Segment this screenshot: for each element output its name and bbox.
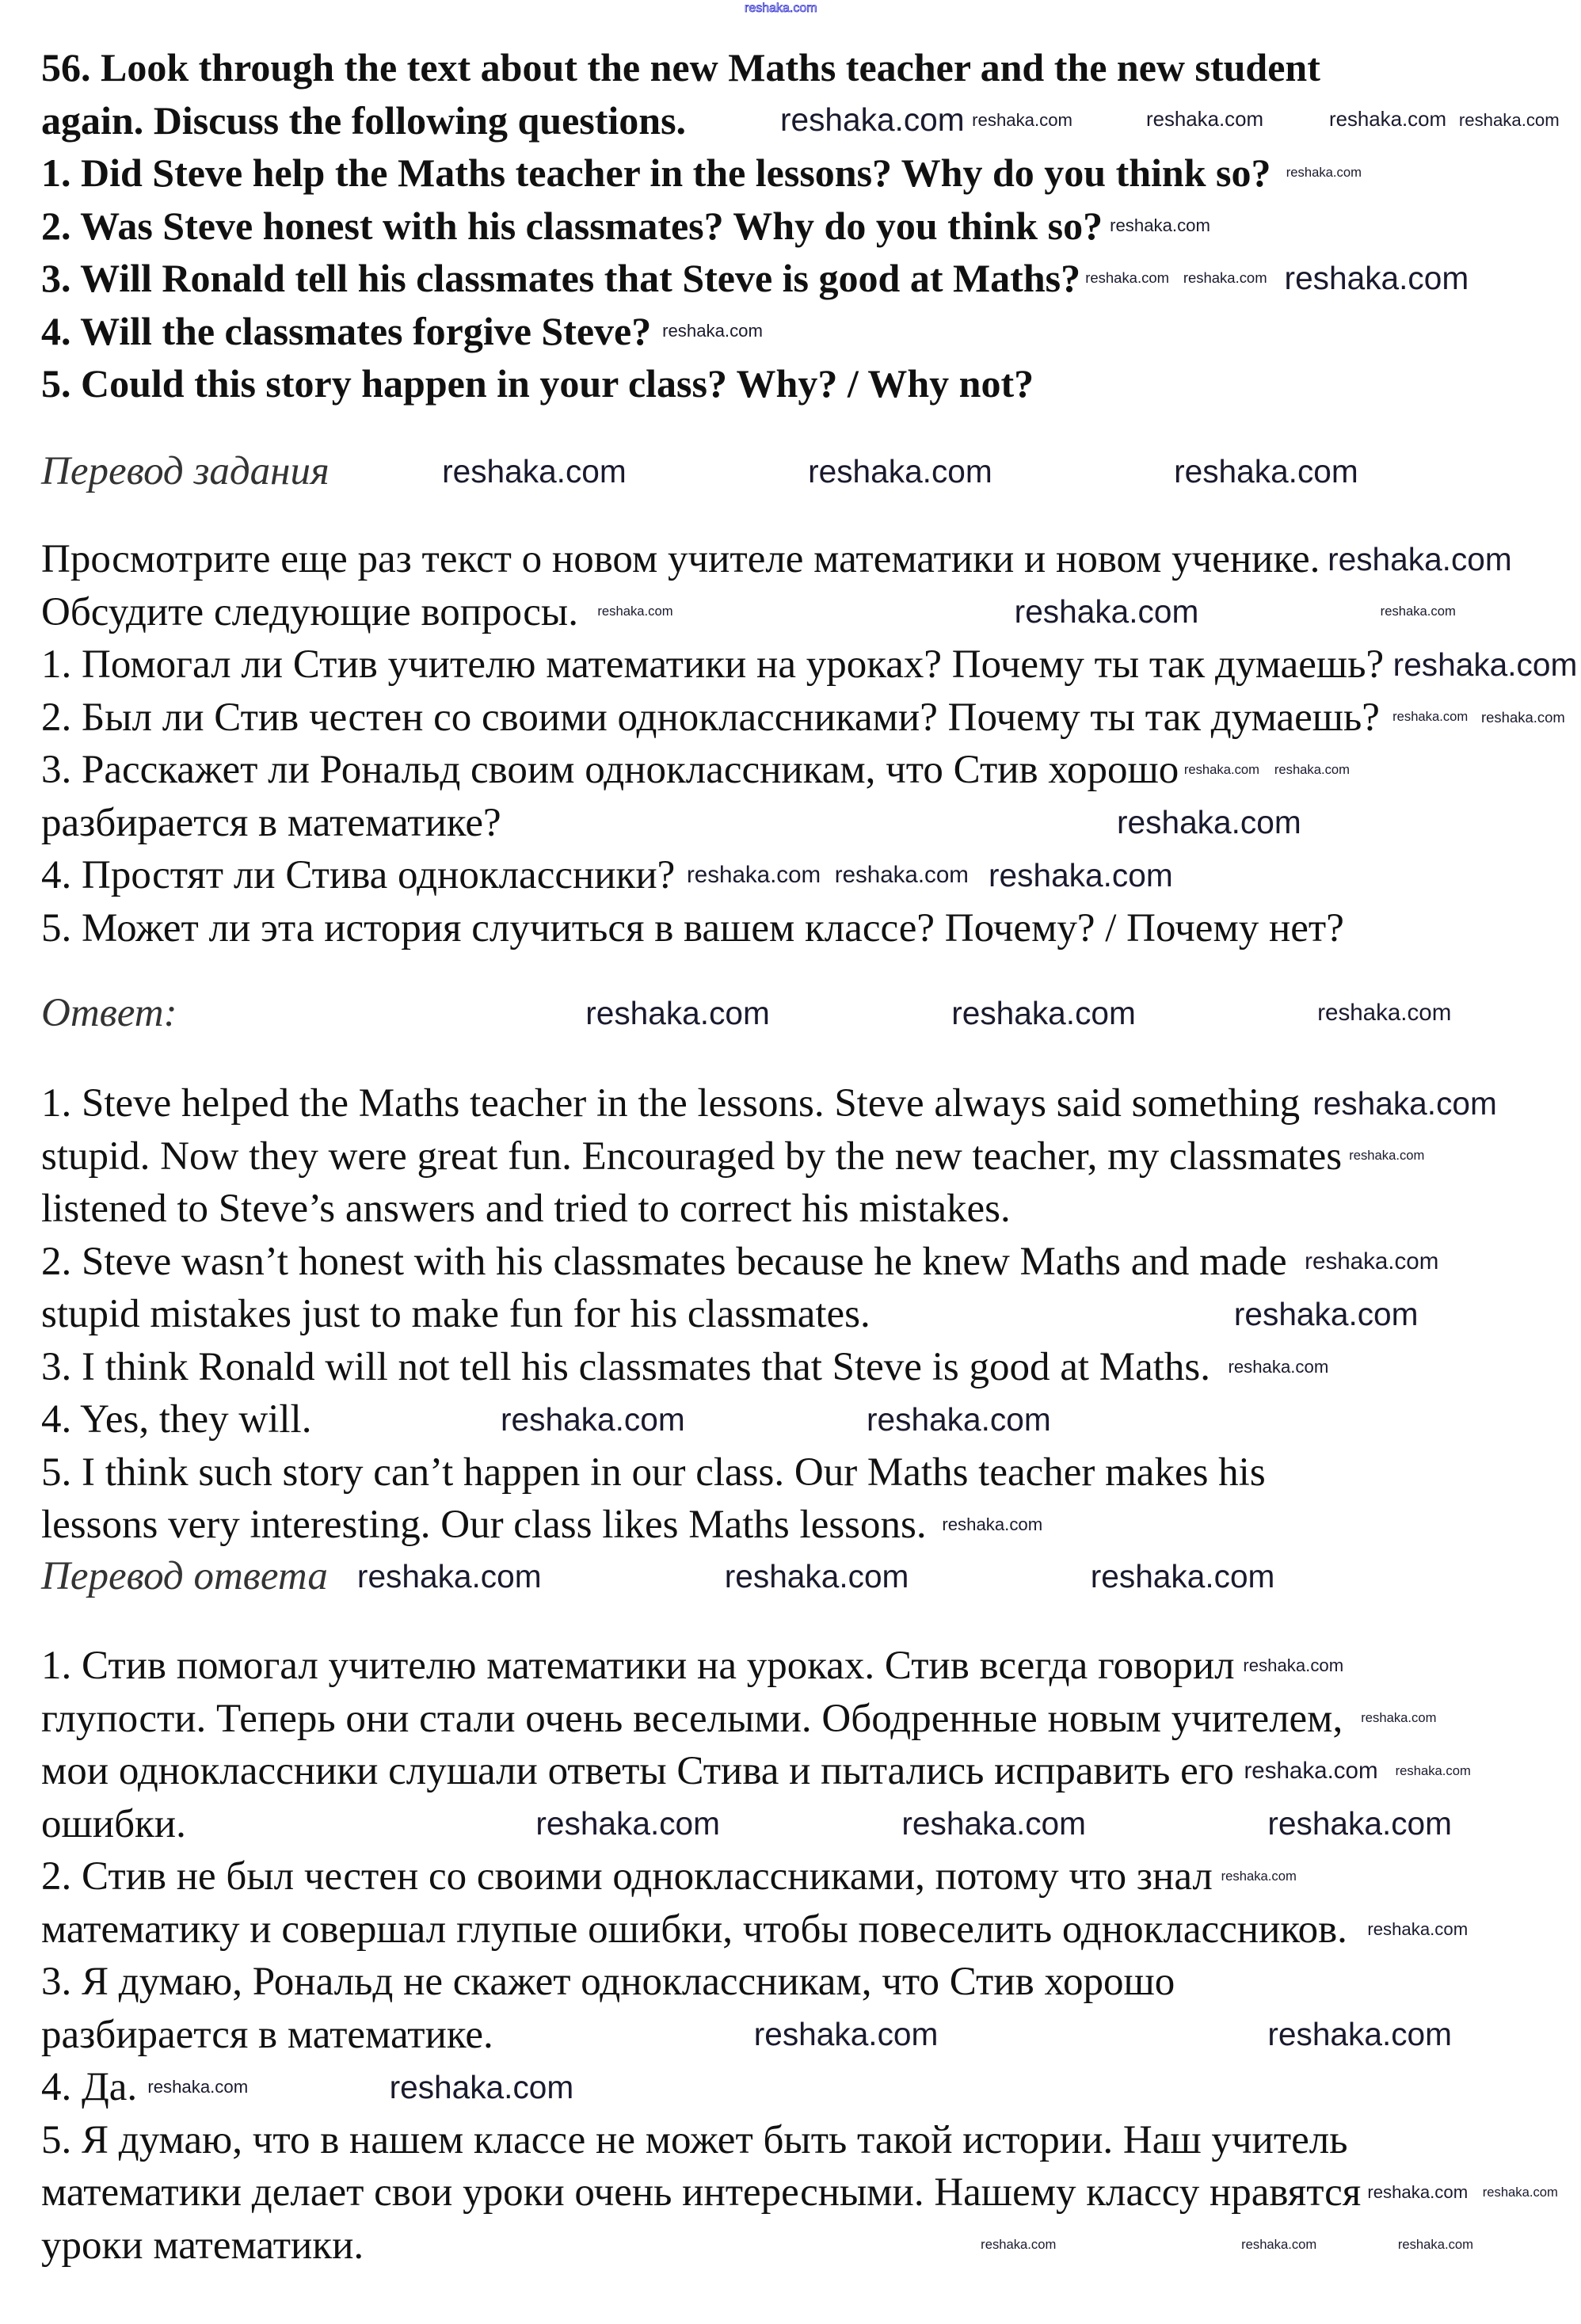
watermark: reshaka.com: [1243, 1655, 1344, 1676]
watermark: reshaka.com: [1241, 2237, 1317, 2253]
watermark: reshaka.com: [1267, 1805, 1453, 1842]
watermark: reshaka.com: [1085, 269, 1169, 287]
watermark: reshaka.com: [389, 2068, 574, 2105]
text-line: 2. Был ли Стив честен со своими одноклассниками? Почему ты так думаешь?: [41, 695, 1380, 740]
watermark: reshaka.com: [1183, 761, 1259, 777]
text-line: 4. Простят ли Стива одноклассники?: [41, 853, 676, 897]
watermark: reshaka.com: [1367, 1918, 1469, 1939]
watermark: reshaka.com: [1349, 1148, 1425, 1164]
watermark: reshaka.com: [1380, 604, 1456, 619]
text-line: 1. Стив помогал учителю математики на уроках. Стив всегда говорил: [41, 1644, 1235, 1688]
watermark: reshaka.com: [1317, 1000, 1452, 1027]
watermark: reshaka.com: [779, 101, 965, 139]
text-line: 56. Look through the text about the new Maths teacher and the new student: [41, 45, 1320, 90]
watermark: reshaka.com: [1117, 804, 1301, 841]
watermark: reshaka.com: [1284, 259, 1469, 296]
watermark: reshaka.com: [1221, 1868, 1297, 1884]
site-logo[interactable]: reshaka.com: [745, 2, 817, 15]
watermark: reshaka.com: [585, 994, 770, 1031]
watermark: reshaka.com: [356, 1557, 542, 1594]
text-line: 3. Я думаю, Рональд не скажет одноклассникам, что Стив хорошо: [41, 1960, 1175, 2004]
text-line: Просмотрите еще раз текст о новом учителе математики и новом ученике.: [41, 537, 1320, 581]
text-line: мои одноклассники слушали ответы Стива и пытались исправить его: [41, 1749, 1234, 1793]
watermark: reshaka.com: [1392, 709, 1469, 725]
text-line: 1. Did Steve help the Maths teacher in the lessons? Why do you think so?: [41, 150, 1271, 195]
text-line: lessons very interesting. Our class likes Maths lessons.: [41, 1503, 927, 1547]
watermark: reshaka.com: [1367, 2182, 1469, 2203]
watermark: reshaka.com: [951, 994, 1136, 1031]
text-line: stupid mistakes just to make fun for his classmates.: [41, 1292, 871, 1336]
watermark: reshaka.com: [1014, 593, 1199, 631]
text-line: математику и совершал глупые ошибки, чтобы повеселить одноклассников.: [41, 1907, 1347, 1952]
watermark: reshaka.com: [662, 320, 763, 341]
watermark: reshaka.com: [1110, 215, 1210, 235]
text-line: again. Discuss the following questions.: [41, 97, 687, 143]
text-line: listened to Steve’s answers and tried to correct his mistakes.: [41, 1187, 1011, 1231]
watermark: reshaka.com: [1233, 1295, 1419, 1332]
answer-heading: Ответ:: [41, 991, 177, 1035]
watermark: reshaka.com: [1458, 109, 1560, 130]
watermark: reshaka.com: [1274, 761, 1351, 777]
text-line: 4. Да.: [41, 2065, 138, 2109]
text-line: 5. Я думаю, что в нашем классе не может быть такой истории. Наш учитель: [41, 2117, 1348, 2162]
watermark: reshaka.com: [901, 1805, 1087, 1842]
text-line: 4. Yes, they will.: [41, 1397, 312, 1442]
watermark: reshaka.com: [1183, 269, 1267, 287]
watermark: reshaka.com: [724, 1557, 909, 1594]
text-line: 4. Will the classmates forgive Steve?: [41, 308, 652, 353]
answer-translation-heading: Перевод ответа: [41, 1554, 328, 1598]
text-line: 1. Помогал ли Стив учителю математики на уроках? Почему ты так думаешь?: [41, 642, 1385, 687]
watermark: reshaka.com: [1312, 1084, 1497, 1122]
watermark: reshaka.com: [1395, 1762, 1471, 1778]
text-line: 5. Может ли эта история случиться в вашем классе? Почему? / Почему нет?: [41, 905, 1344, 951]
watermark: reshaka.com: [1090, 1557, 1275, 1594]
answer-text: [41, 1077, 1342, 1552]
watermark: reshaka.com: [1228, 1356, 1329, 1377]
text-line: 2. Was Steve honest with his classmates? Why do you think so?: [41, 203, 1103, 248]
watermark: reshaka.com: [1392, 646, 1578, 683]
text-line: Обсудите следующие вопросы.: [41, 589, 578, 634]
text-line: 3. Will Ronald tell his classmates that Steve is good at Maths?: [41, 256, 1081, 300]
text-line: 5. Could this story happen in your class? Why? / Why not?: [41, 361, 1034, 406]
text-line: 5. I think such story can’t happen in our class. Our Maths teacher makes his: [41, 1450, 1266, 1495]
task-translation-heading: Перевод задания: [41, 449, 330, 493]
watermark: reshaka.com: [867, 1400, 1051, 1438]
watermark: reshaka.com: [1286, 164, 1362, 180]
watermark: reshaka.com: [1244, 1758, 1378, 1785]
watermark: reshaka.com: [942, 1514, 1043, 1535]
text-line: разбирается в математике.: [41, 2012, 493, 2057]
text-line: уроки математики.: [41, 2223, 364, 2268]
text-line: глупости. Теперь они стали очень веселыми. Ободренные новым учителем,: [41, 1696, 1343, 1741]
watermark: reshaka.com: [1481, 708, 1565, 726]
text-line: 1. Steve helped the Maths teacher in the lessons. Steve always said something: [41, 1081, 1301, 1126]
watermark: reshaka.com: [1145, 108, 1264, 131]
watermark: reshaka.com: [1174, 452, 1358, 490]
text-line: ошибки.: [41, 1801, 186, 1846]
watermark: reshaka.com: [981, 2237, 1057, 2253]
watermark: reshaka.com: [1328, 540, 1512, 577]
watermark: reshaka.com: [1305, 1248, 1439, 1274]
text-line: 2. Steve wasn’t honest with his classmates because he knew Maths and made: [41, 1239, 1287, 1284]
watermark: reshaka.com: [834, 862, 969, 889]
watermark: reshaka.com: [808, 452, 992, 490]
answer-translation-text: [41, 1640, 1361, 2272]
text-line: 3. Расскажет ли Рональд своим одноклассникам, что Стив хорошо: [41, 748, 1179, 792]
watermark: reshaka.com: [501, 1400, 685, 1438]
watermark: reshaka.com: [442, 452, 627, 490]
watermark: reshaka.com: [989, 856, 1173, 893]
watermark: reshaka.com: [686, 862, 821, 889]
watermark: reshaka.com: [1361, 1710, 1437, 1726]
watermark: reshaka.com: [1482, 2184, 1558, 2200]
text-line: математики делает свои уроки очень интересными. Нашему классу нравятся: [41, 2170, 1362, 2215]
text-line: stupid. Now they were great fun. Encouraged by the new teacher, my classmates: [41, 1133, 1343, 1179]
watermark: reshaka.com: [597, 604, 673, 619]
watermark: reshaka.com: [753, 2016, 939, 2053]
watermark: reshaka.com: [972, 109, 1073, 130]
watermark: reshaka.com: [1397, 2237, 1473, 2253]
text-line: 2. Стив не был честен со своими одноклассниками, потому что знал: [41, 1854, 1213, 1899]
text-line: 3. I think Ronald will not tell his classmates that Steve is good at Maths.: [41, 1344, 1211, 1389]
watermark: reshaka.com: [1328, 108, 1447, 131]
watermark: reshaka.com: [535, 1805, 721, 1842]
text-line: разбирается в математике?: [41, 800, 501, 845]
watermark: reshaka.com: [1267, 2016, 1453, 2053]
watermark: reshaka.com: [147, 2077, 249, 2097]
